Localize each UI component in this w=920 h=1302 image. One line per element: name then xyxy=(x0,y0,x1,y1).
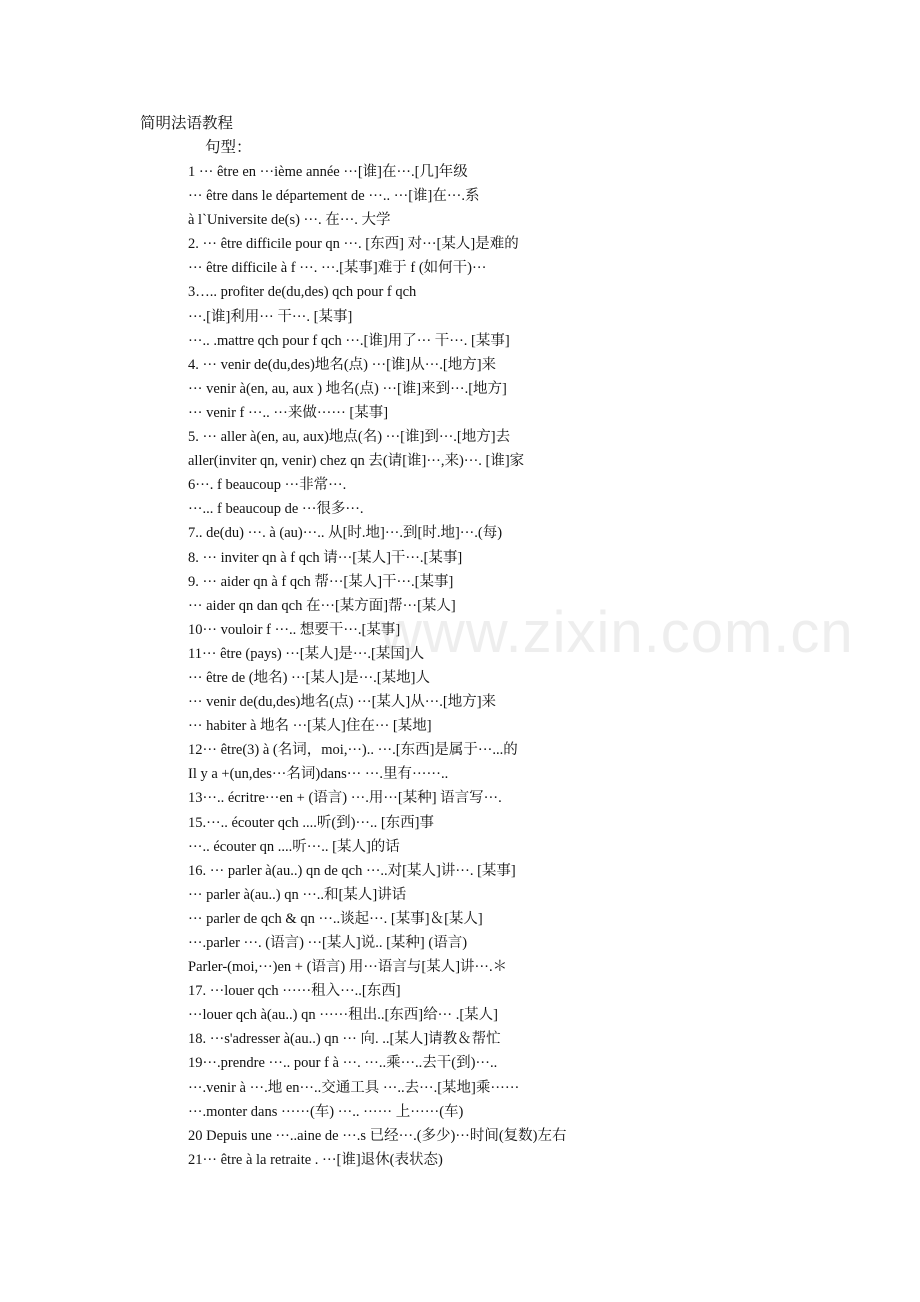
pattern-line: à l`Universite de(s) ···. 在···. 大学 xyxy=(188,212,391,229)
pattern-line: ··· parler à(au..) qn ···..和[某人]讲话 xyxy=(188,886,407,903)
pattern-line: 1 ··· être en ···ième année ···[谁]在···.[几]年级 xyxy=(188,164,468,180)
pattern-line: ··· être de (地名) ···[某人]是···.[某地]人 xyxy=(188,669,430,686)
pattern-line: ···.parler ···. (语言) ···[某人]说.. [某种] (语言) xyxy=(188,935,468,951)
pattern-line: aller(inviter qn, venir) chez qn 去(请[谁]···,来)···. [谁]家 xyxy=(188,453,525,470)
pattern-line: 20 Depuis une ···..aine de ···.s 已经···.(多少)···时间(复数)左右 xyxy=(188,1127,567,1144)
document-title: 简明法语教程 xyxy=(140,115,234,132)
pattern-line: ··· habiter à 地名 ···[某人]住在··· [某地] xyxy=(188,718,432,735)
pattern-line: 8. ··· inviter qn à f qch 请···[某人]干···.[某事] xyxy=(188,549,463,566)
pattern-line: 17. ···louer qch ······租入···..[东西] xyxy=(188,983,401,1000)
pattern-line: 5. ··· aller à(en, au, aux)地点(名) ···[谁]到···.[地方]去 xyxy=(188,429,511,446)
pattern-line: 10··· vouloir f ···.. 想要干···.[某事] xyxy=(188,621,401,638)
pattern-line: ··· être dans le département de ···.. ···[谁]在···.系 xyxy=(188,188,480,205)
pattern-line: ··· venir de(du,des)地名(点) ···[某人]从···.[地方]来 xyxy=(188,694,497,711)
pattern-line: 2. ··· être difficile pour qn ···. [东西] 对···[某人]是难的 xyxy=(188,236,519,253)
pattern-line: ···.. écouter qn ....听···.. [某人]的话 xyxy=(188,838,400,855)
pattern-line: ···.monter dans ······(车) ···.. ······ 上······(车) xyxy=(188,1103,464,1120)
pattern-line: 6···. f beaucoup ···非常···. xyxy=(188,477,347,494)
pattern-line: 15.···.. écouter qch ....听(到)···.. [东西]事 xyxy=(188,814,435,831)
pattern-line: 13···.. écritre···en + (语言) ···.用···[某种] 语言写···. xyxy=(188,790,502,807)
pattern-line: Parler-(moi,···)en + (语言) 用···语言与[某人]讲···.＊ xyxy=(188,959,508,976)
pattern-line: 21··· être à la retraite . ···[谁]退休(表状态) xyxy=(188,1151,443,1168)
section-heading: 句型： xyxy=(205,139,252,156)
pattern-line: ··· aider qn dan qch 在···[某方面]帮···[某人] xyxy=(188,597,456,614)
pattern-line: 18. ···s'adresser à(au..) qn ··· 向. ..[某人]请教＆帮忙 xyxy=(188,1031,501,1048)
pattern-line: 11··· être (pays) ···[某人]是···.[某国]人 xyxy=(188,645,425,662)
pattern-line: ··· venir à(en, au, aux ) 地名(点) ···[谁]来到···.[地方] xyxy=(188,380,507,397)
pattern-line: 3….. profiter de(du,des) qch pour f qch xyxy=(188,284,417,301)
pattern-line: ···... f beaucoup de ···很多···. xyxy=(188,501,364,518)
pattern-line: ···louer qch à(au..) qn ······租出..[东西]给··· .[某人] xyxy=(188,1007,499,1024)
pattern-line: 4. ··· venir de(du,des)地名(点) ···[谁]从···.[地方]来 xyxy=(188,356,497,373)
pattern-line: ··· parler de qch & qn ···..谈起···. [某事]＆[某人] xyxy=(188,910,483,927)
pattern-line: ···.. .mattre qch pour f qch ···.[谁]用了··· 干···. [某事] xyxy=(188,332,510,349)
pattern-line: Il y a +(un,des···名词)dans··· ···.里有······.. xyxy=(188,766,449,783)
pattern-line: ··· être difficile à f ···. ···.[某事]难于 f (如何干)··· xyxy=(188,260,487,277)
pattern-line: 12··· être(3) à (名词，moi,···).. ···.[东西]是属于···...的 xyxy=(188,742,518,759)
pattern-line: 19···.prendre ···.. pour f à ···. ···..乘···..去干(到)···.. xyxy=(188,1055,498,1072)
pattern-line: 16. ··· parler à(au..) qn de qch ···..对[某人]讲···. [某事] xyxy=(188,862,516,879)
pattern-line: 7.. de(du) ···. à (au)···.. 从[时.地]···.到[时.地]···.(每) xyxy=(188,525,503,542)
pattern-line: ···.[谁]利用··· 干···. [某事] xyxy=(188,308,353,325)
pattern-line: ···.venir à ···.地 en···..交通工具 ···..去···.[某地]乘······ xyxy=(188,1079,520,1096)
pattern-line: ··· venir f ···.. ···来做······ [某事] xyxy=(188,404,389,421)
pattern-line: 9. ··· aider qn à f qch 帮···[某人]干···.[某事] xyxy=(188,573,454,590)
watermark: www.zixin.com.cn xyxy=(380,600,854,665)
